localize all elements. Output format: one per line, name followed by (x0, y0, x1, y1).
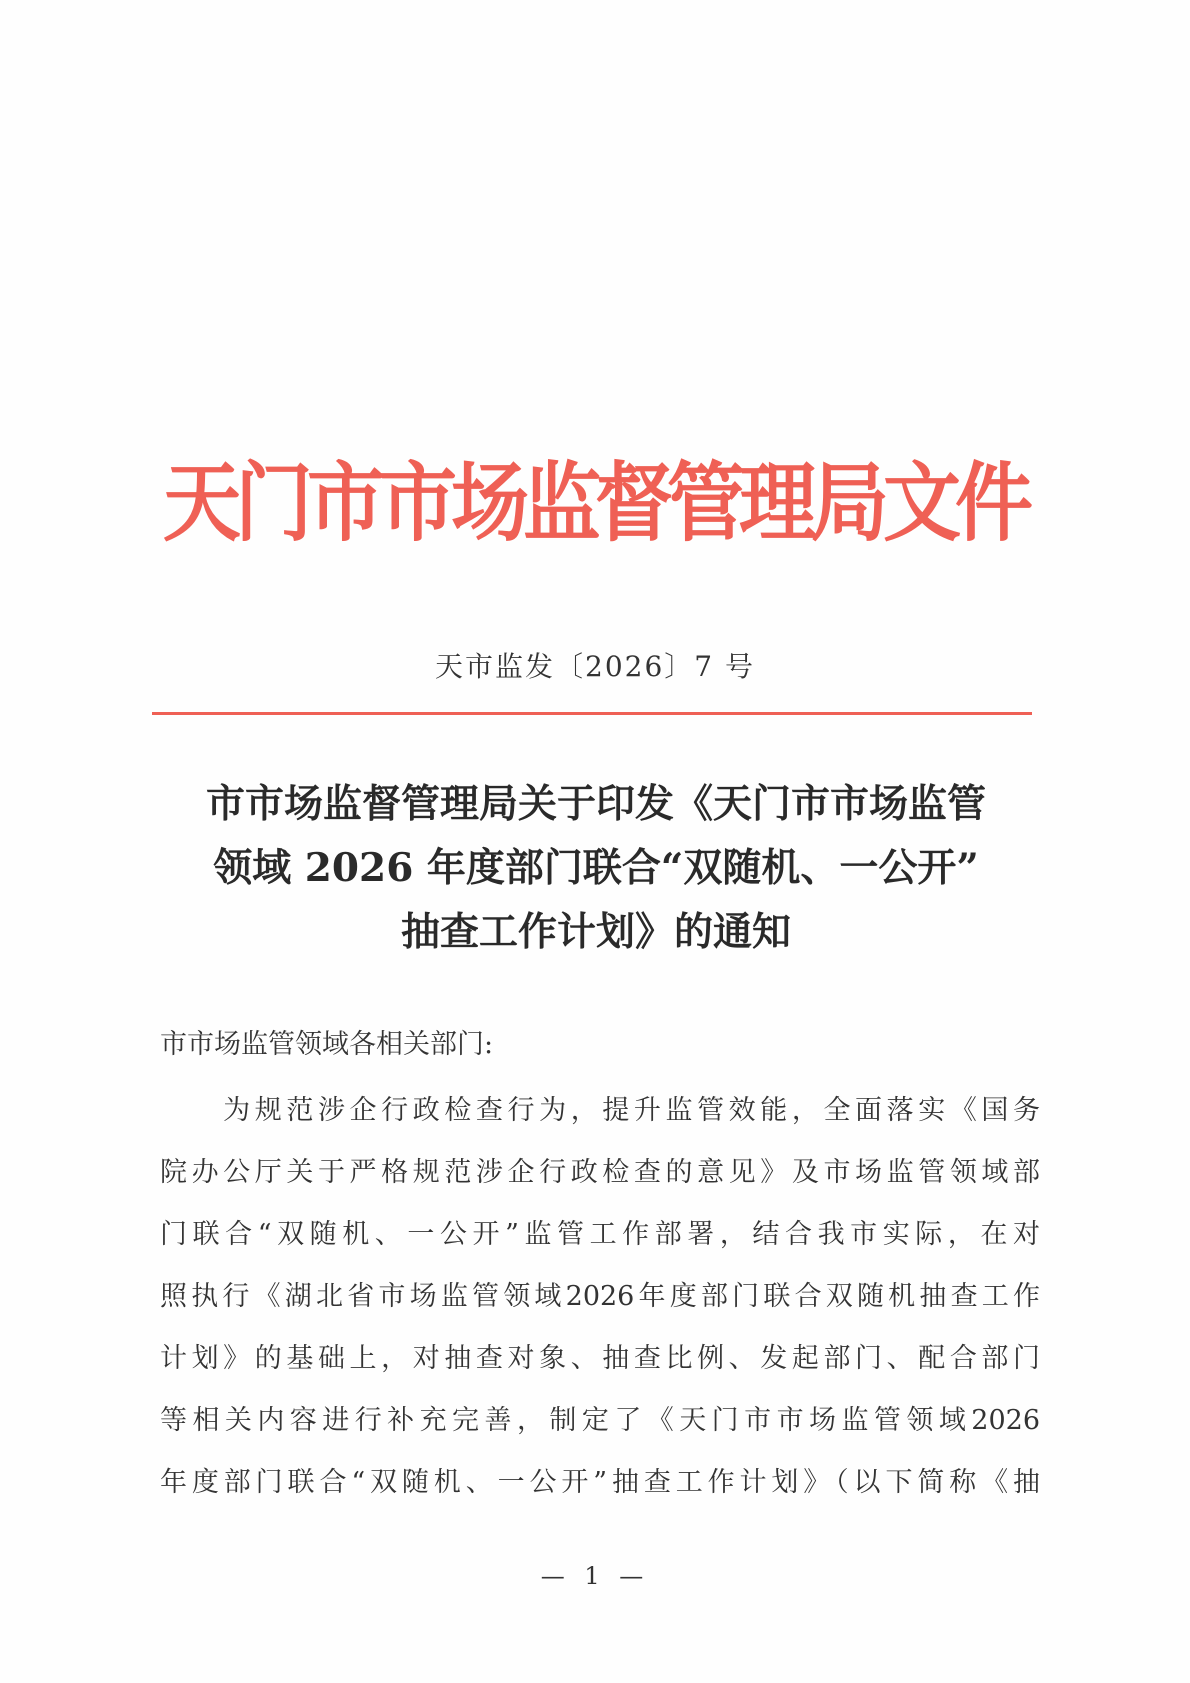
body-line: 年度部门联合“双随机、一公开”抽查工作计划》（以下简称《抽 (160, 1467, 1040, 1498)
body-line: 计划》的基础上，对抽查对象、抽查比例、发起部门、配合部门 (160, 1343, 1040, 1374)
body-line: 照执行《湖北省市场监管领域2026年度部门联合双随机抽查工作 (160, 1281, 1040, 1312)
salutation: 市市场监管领域各相关部门: (160, 1029, 494, 1060)
letterhead-divider (152, 712, 1032, 715)
notice-title-line: 抽查工作计划》的通知 (400, 909, 791, 955)
body-line: 院办公厅关于严格规范涉企行政检查的意见》及市场监管领域部 (160, 1157, 1040, 1188)
body-line: 等相关内容进行补充完善，制定了《天门市市场监管领域2026 (160, 1405, 1040, 1436)
body-line: 为规范涉企行政检查行为，提升监管效能，全面落实《国务 (160, 1095, 1040, 1126)
notice-title-line: 市市场监督管理局关于印发《天门市市场监管 (205, 781, 986, 827)
body-paragraph (160, 1080, 1040, 1514)
letterhead-title: 天门市市场监督管理局文件 (162, 453, 1027, 554)
notice-title (150, 772, 1042, 964)
document-number: 天市监发〔2026〕7 号 (435, 650, 755, 683)
body-line: 门联合“双随机、一公开”监管工作部署，结合我市实际，在对 (160, 1219, 1040, 1250)
notice-title-line: 领域 2026 年度部门联合“双随机、一公开” (213, 845, 979, 891)
page-number: — 1 — (540, 1562, 650, 1590)
